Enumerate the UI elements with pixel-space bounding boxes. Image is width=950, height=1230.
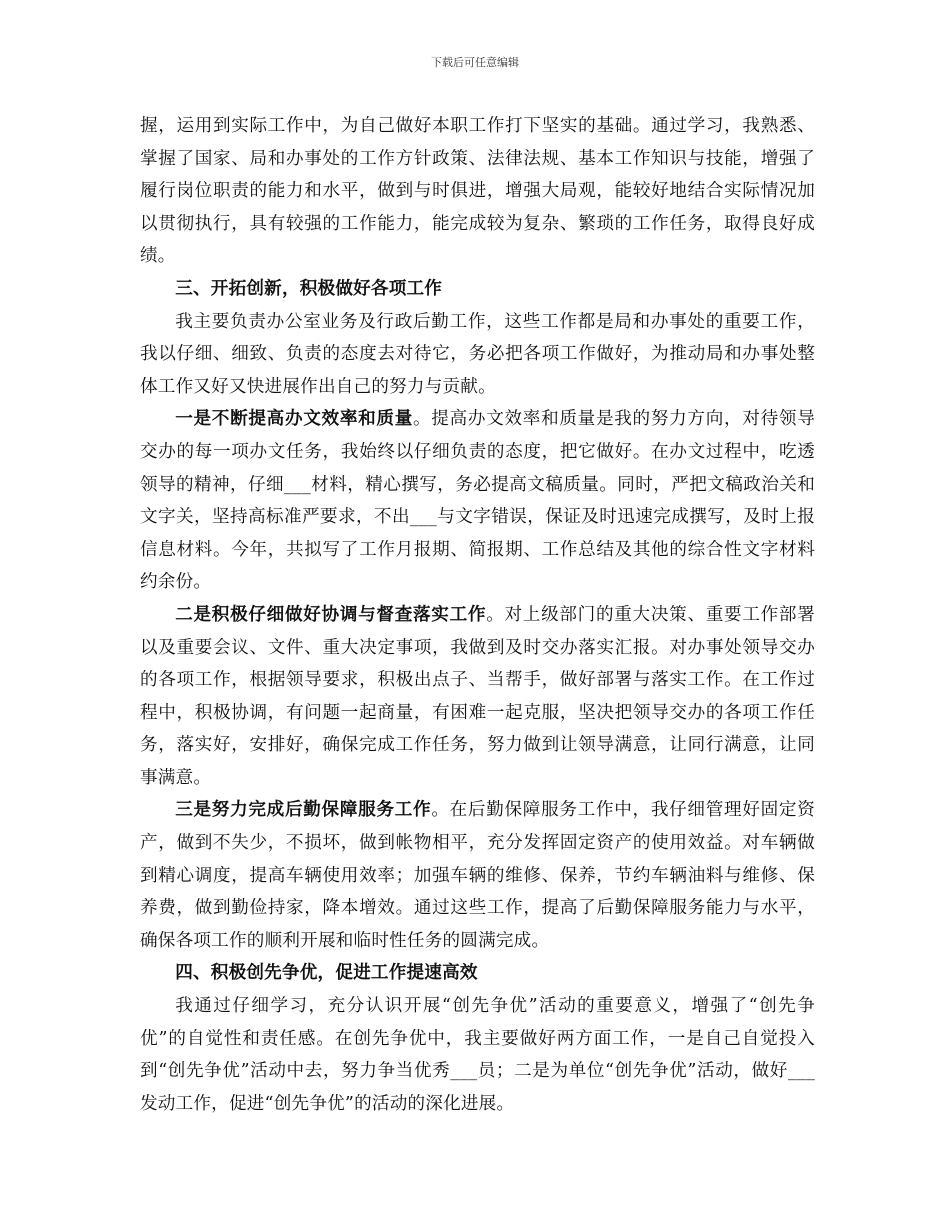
paragraph-lead: 三是努力完成后勤保障服务工作 bbox=[175, 799, 432, 821]
paragraph-lead: 二是积极仔细做好协调与督查落实工作 bbox=[175, 603, 487, 625]
paragraph-text: 。对上级部门的重大决策、重要工作部署以及重要会议、文件、重大决定事项，我做到及时交办落实汇报。对办事处领导交办的各项工作，根据领导要求，积极出点子、当帮手，做好部署与落实工作。在工作过程中，积极协调，有问题一起商量，有困难一起克服，坚决把领导交办的各项工作任务，落实好，安排好，确保完成工作任务，努力做到让领导满意，让同行满意，让同事满意。 bbox=[140, 604, 816, 788]
section-heading-3: 三、开拓创新，积极做好各项工作 bbox=[175, 277, 443, 299]
paragraph-text: 。提高办文效率和质量是我的努力方向，对待领导交办的每一项办文任务，我始终以仔细负责的态度，把它做好。在办文过程中，吃透领导的精神，仔细___材料，精心撰写，务必提高文稿质量。同时，严把文稿政治关和文字关，坚持高标准严要求，不出___与文字错误，保证及时迅速完成撰写，及时上报信息材料。今年，共拟写了工作月报期、简报期、工作总结及其他的综合性文字材料约余份。 bbox=[140, 409, 815, 593]
paragraph-excellence bbox=[140, 990, 815, 1120]
page-header: 下载后可任意编辑 bbox=[431, 56, 519, 69]
paragraph-continuation: 握，运用到实际工作中，为自己做好本职工作打下坚实的基础。通过学习，我熟悉、掌握了国家、局和办事处的工作方针政策、法律法规、基本工作知识与技能，增强了履行岗位职责的能力和水平，做到与时俱进，增强大局观，能较好地结合实际情况加以贯彻执行，具有较强的工作能力，能完成较为复杂、繁琐的工作任务，取得良好成绩。 bbox=[140, 116, 815, 267]
paragraph-logistics bbox=[140, 794, 815, 957]
paragraph-lead: 一是不断提高办文效率和质量 bbox=[175, 408, 414, 430]
paragraph-office-duties bbox=[140, 306, 815, 404]
paragraph-text: 我通过仔细学习，充分认识开展“创先争优”活动的重要意义，增强了“创先争优”的自觉性和责任感。在创先争优中，我主要做好两方面工作，一是自己自觉投入到“创先争优”活动中去，努力争当优秀___员；二是为单位“创先争优”活动，做好___发动工作，促进“创先争优”的活动的深化进展。 bbox=[140, 996, 815, 1114]
document-body bbox=[140, 110, 815, 1120]
paragraph-coordination bbox=[140, 599, 815, 795]
paragraph-efficiency bbox=[140, 403, 815, 599]
paragraph-text: 。在后勤保障服务工作中，我仔细管理好固定资产，做到不失少，不损坏，做到帐物相平，充分发挥固定资产的使用效益。对车辆做到精心调度，提高车辆使用效率；加强车辆的维修、保养，节约车辆油料与维修、保养费，做到勤俭持家，降本增效。通过这些工作，提高了后勤保障服务能力与水平，确保各项工作的顺利开展和临时性任务的圆满完成。 bbox=[140, 800, 815, 951]
section-heading-4: 四、积极创先争优，促进工作提速高效 bbox=[175, 962, 478, 984]
paragraph-text: 我主要负责办公室业务及行政后勤工作，这些工作都是局和办事处的重要工作，我以仔细、细致、负责的态度去对待它，务必把各项工作做好，为推动局和办事处整体工作又好又快进展作出自己的努力与贡献。 bbox=[140, 311, 815, 397]
